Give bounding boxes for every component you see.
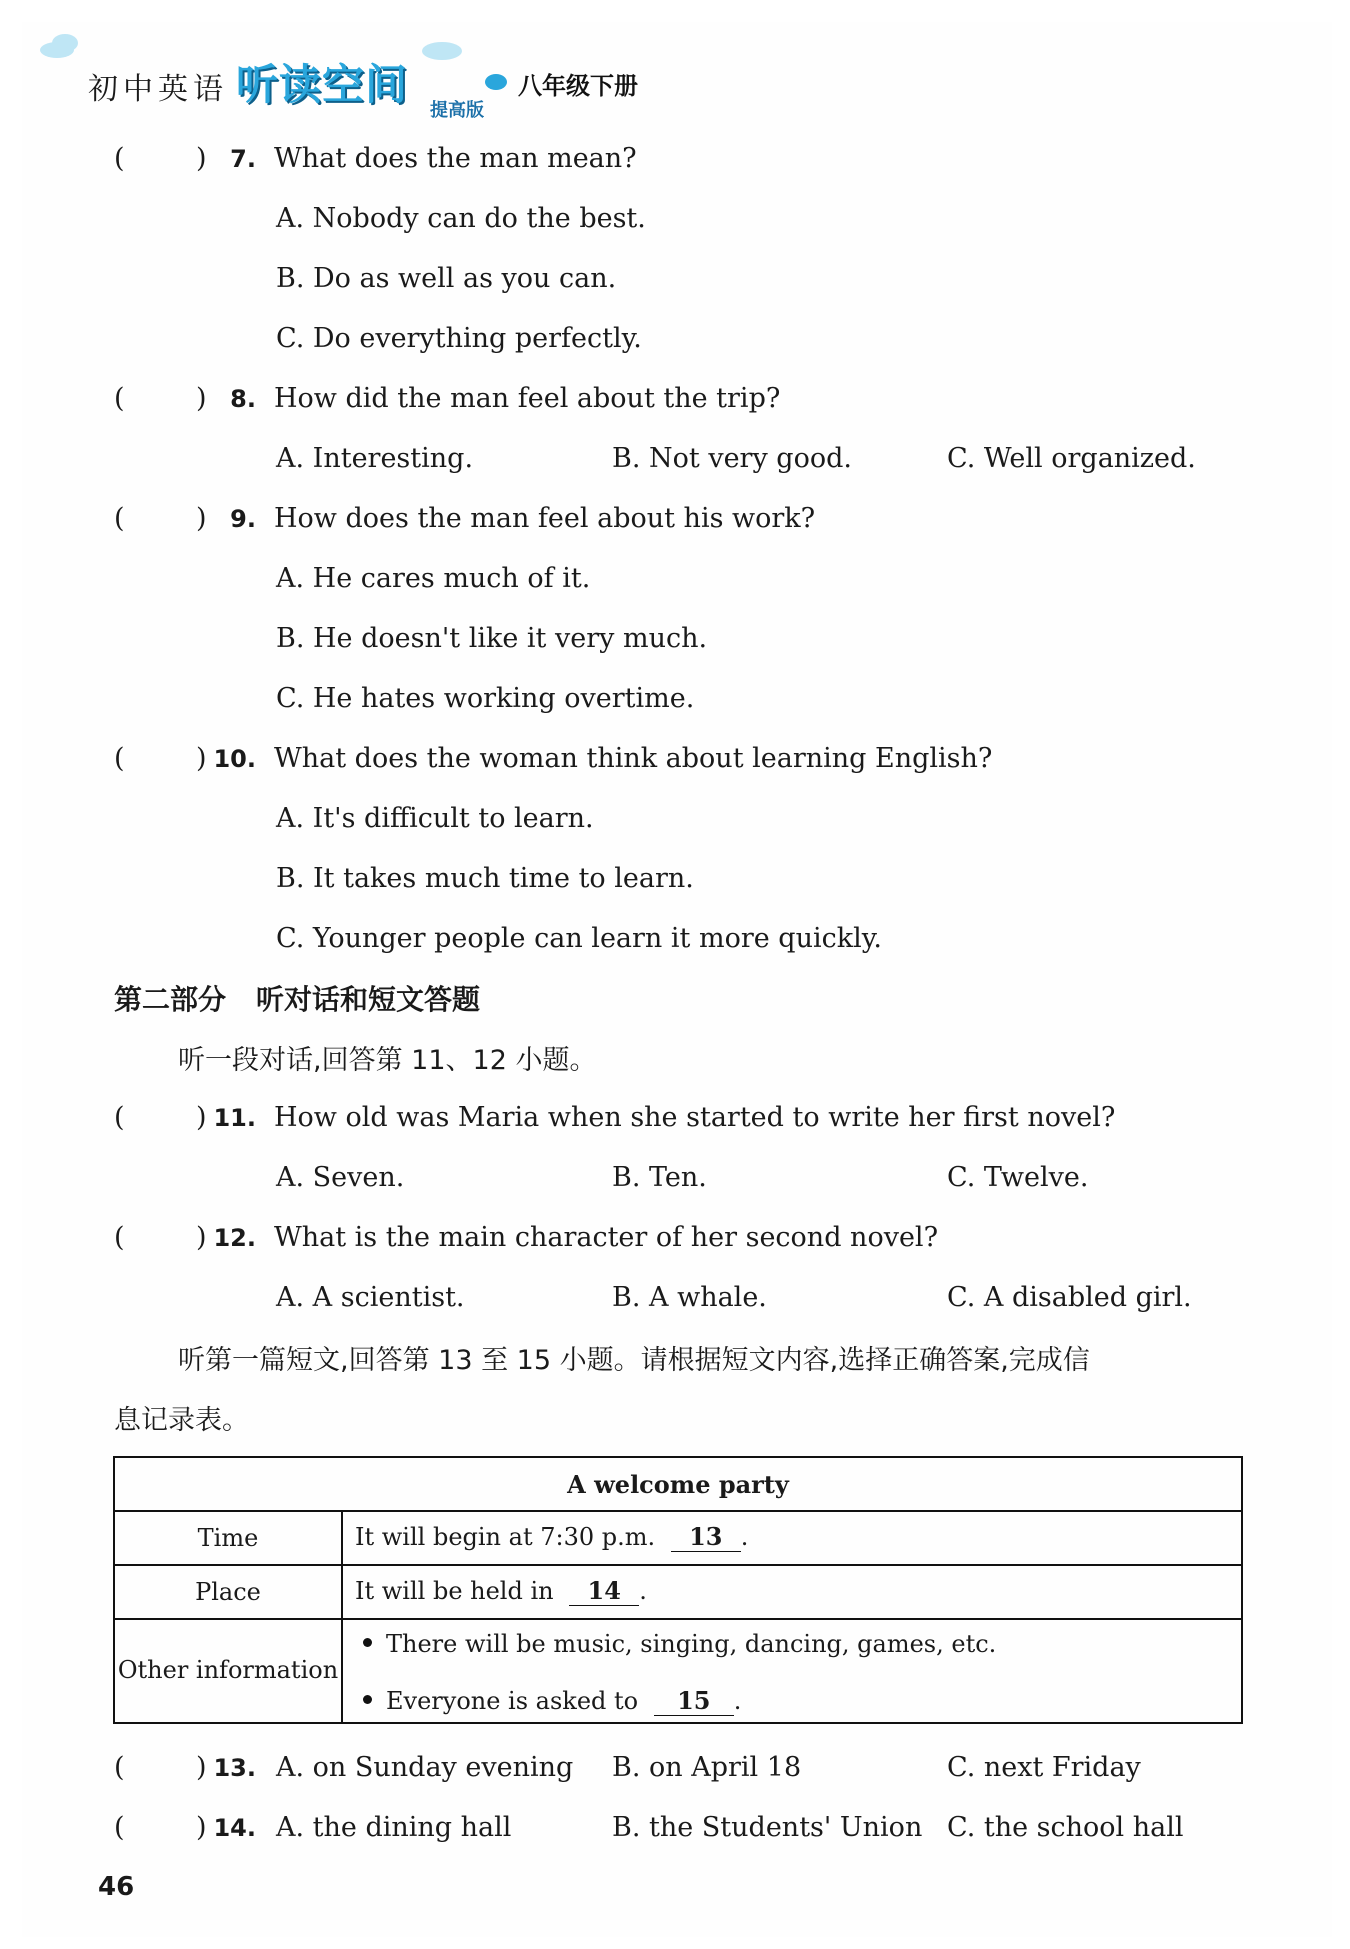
cloud-decoration-icon <box>52 34 78 52</box>
answer-paren-left: ( <box>114 503 125 534</box>
answer-paren-left: ( <box>114 1752 125 1783</box>
question-row <box>0 139 1350 179</box>
section-title: 听对话和短文答题 <box>256 983 481 1016</box>
question-row <box>0 499 1350 539</box>
table-title: A welcome party <box>567 1470 789 1499</box>
header-dot-icon <box>485 74 507 90</box>
option-c: C. Well organized. <box>947 443 1196 474</box>
option-row <box>0 259 1350 299</box>
other-bullet-2 <box>363 1686 741 1716</box>
row-label-place: Place <box>195 1578 261 1606</box>
answer-paren-right: ) <box>196 1222 207 1253</box>
question-number: 7. <box>230 145 256 173</box>
answer-paren-right: ) <box>196 743 207 774</box>
bullet-icon <box>363 1695 372 1704</box>
option-a: A. Nobody can do the best. <box>276 203 646 234</box>
question-number: 10. <box>213 745 256 773</box>
row-label-other: Other information <box>117 1656 339 1684</box>
question-number: 12. <box>213 1224 256 1252</box>
table-hline <box>115 1618 1241 1620</box>
row-value-time <box>355 1522 748 1552</box>
option-b: B. A whale. <box>612 1282 767 1313</box>
other-bullet-1 <box>363 1630 996 1658</box>
question-text: How did the man feel about the trip? <box>274 383 781 414</box>
question-text: How old was Maria when she started to write her first novel? <box>274 1102 1116 1133</box>
bullet-text: There will be music, singing, dancing, games, etc. <box>386 1630 997 1658</box>
section-label: 第二部分 <box>114 983 227 1016</box>
option-c: C. the school hall <box>947 1812 1184 1843</box>
row-value-place <box>355 1576 647 1606</box>
option-row <box>0 1158 1350 1198</box>
question-row <box>0 1218 1350 1258</box>
answer-paren-left: ( <box>114 1812 125 1843</box>
info-record-table <box>113 1456 1243 1724</box>
question-row <box>0 1808 1350 1848</box>
question-number: 8. <box>230 385 256 413</box>
question-text: What does the man mean? <box>274 143 637 174</box>
option-a: A. on Sunday evening <box>276 1752 574 1783</box>
question-row <box>0 1098 1350 1138</box>
option-b: B. Do as well as you can. <box>276 263 617 294</box>
answer-paren-left: ( <box>114 743 125 774</box>
table-vline <box>341 1510 343 1722</box>
page-number: 46 <box>98 1872 135 1902</box>
question-number: 9. <box>230 505 256 533</box>
instruction-passage: 听第一篇短文,回答第 13 至 15 小题。请根据短文内容,选择正确答案,完成信 <box>178 1345 1090 1376</box>
option-row <box>0 679 1350 719</box>
table-hline <box>115 1510 1241 1512</box>
page-header <box>40 30 740 120</box>
section-heading <box>114 978 510 1018</box>
time-suffix: . <box>740 1523 749 1551</box>
option-b: B. Not very good. <box>612 443 852 474</box>
answer-paren-right: ) <box>196 1752 207 1783</box>
place-suffix: . <box>639 1577 647 1605</box>
instruction-passage-cont: 息记录表。 <box>114 1405 249 1436</box>
answer-blank: 15 <box>654 1686 734 1716</box>
option-a: A. the dining hall <box>276 1812 512 1843</box>
row-label-time: Time <box>197 1524 259 1552</box>
option-a: A. Interesting. <box>276 443 474 474</box>
question-row <box>0 379 1350 419</box>
option-c: C. He hates working overtime. <box>276 683 695 714</box>
answer-paren-left: ( <box>114 383 125 414</box>
edition-label: 提高版 <box>430 100 484 121</box>
option-a: A. A scientist. <box>276 1282 465 1313</box>
option-row <box>0 859 1350 899</box>
grade-label: 八年级下册 <box>518 72 638 100</box>
bullet-text: Everyone is asked to <box>386 1687 639 1715</box>
answer-paren-left: ( <box>114 1222 125 1253</box>
answer-paren-left: ( <box>114 1102 125 1133</box>
question-text: How does the man feel about his work? <box>274 503 816 534</box>
answer-paren-right: ) <box>196 1102 207 1133</box>
option-c: C. Younger people can learn it more quickly. <box>276 923 882 954</box>
option-row <box>0 559 1350 599</box>
option-a: A. It's difficult to learn. <box>276 803 594 834</box>
answer-blank: 14 <box>569 1576 639 1606</box>
option-b: B. on April 18 <box>612 1752 802 1783</box>
option-row <box>0 619 1350 659</box>
question-row <box>0 1748 1350 1788</box>
answer-paren-right: ) <box>196 1812 207 1843</box>
option-c: C. Do everything perfectly. <box>276 323 642 354</box>
question-number: 13. <box>213 1754 256 1782</box>
option-b: B. He doesn't like it very much. <box>276 623 708 654</box>
option-b: B. Ten. <box>612 1162 707 1193</box>
option-c: C. next Friday <box>947 1752 1141 1783</box>
option-c: C. A disabled girl. <box>947 1282 1192 1313</box>
answer-paren-left: ( <box>114 143 125 174</box>
option-b: B. the Students' Union <box>612 1812 923 1843</box>
answer-paren-right: ) <box>196 383 207 414</box>
question-text: What does the woman think about learning English? <box>274 743 993 774</box>
brand-title: 听读空间 <box>236 60 409 109</box>
cloud-decoration-icon <box>422 42 462 60</box>
option-row <box>0 199 1350 239</box>
answer-blank: 13 <box>671 1522 741 1552</box>
question-number: 14. <box>213 1814 256 1842</box>
table-hline <box>115 1564 1241 1566</box>
question-row <box>0 739 1350 779</box>
option-row <box>0 439 1350 479</box>
bullet-suffix: . <box>733 1687 742 1715</box>
question-number: 11. <box>213 1104 256 1132</box>
option-row <box>0 1278 1350 1318</box>
place-prefix: It will be held in <box>355 1577 554 1605</box>
bullet-icon <box>363 1638 372 1647</box>
instruction-dialog: 听一段对话,回答第 11、12 小题。 <box>178 1045 597 1076</box>
option-row <box>0 919 1350 959</box>
option-row <box>0 319 1350 359</box>
option-a: A. He cares much of it. <box>276 563 591 594</box>
answer-paren-right: ) <box>196 503 207 534</box>
option-c: C. Twelve. <box>947 1162 1089 1193</box>
question-text: What is the main character of her second novel? <box>274 1222 939 1253</box>
series-title: 初中英语 <box>88 72 228 107</box>
answer-paren-right: ) <box>196 143 207 174</box>
option-row <box>0 799 1350 839</box>
time-prefix: It will begin at 7:30 p.m. <box>355 1523 656 1551</box>
option-a: A. Seven. <box>276 1162 405 1193</box>
option-b: B. It takes much time to learn. <box>276 863 694 894</box>
